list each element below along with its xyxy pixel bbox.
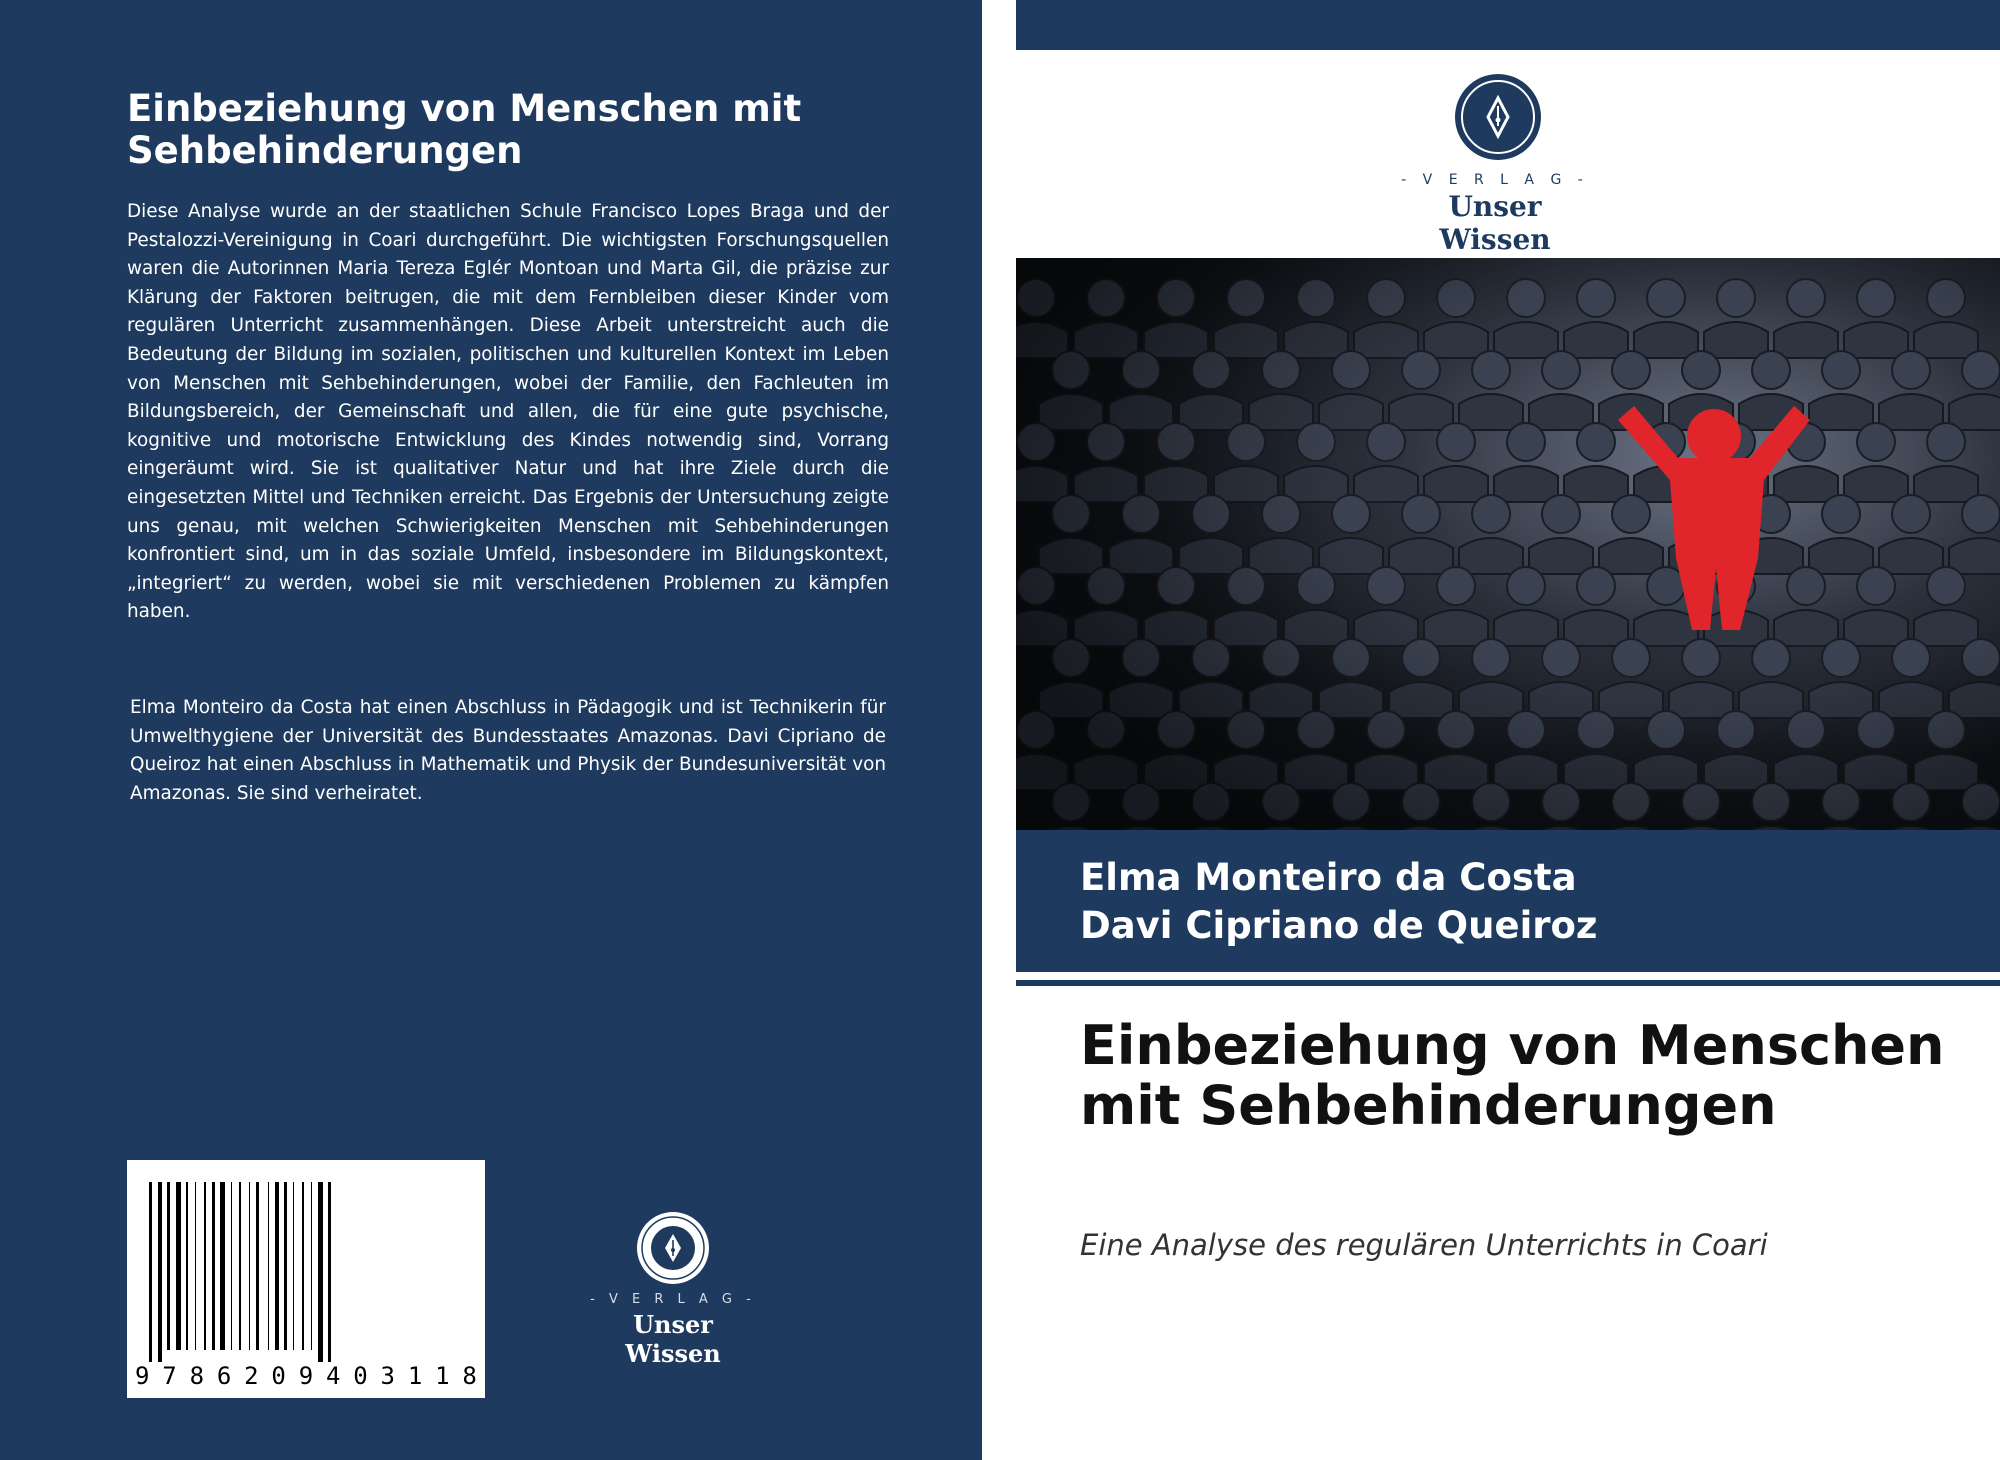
publisher-brand-name: Unser Wissen xyxy=(1439,190,1551,256)
spine-gap xyxy=(982,0,1016,1460)
isbn-digit: 1 xyxy=(435,1362,450,1390)
cover-illustration xyxy=(1016,258,2000,830)
isbn-digit: 3 xyxy=(380,1362,395,1390)
front-cover-top-bar xyxy=(1016,0,2000,50)
publisher-logo-front xyxy=(1390,72,1600,256)
author-band xyxy=(1016,830,2000,972)
isbn-digits xyxy=(135,1362,477,1390)
isbn-digit: 8 xyxy=(462,1362,477,1390)
isbn-digit: 2 xyxy=(244,1362,259,1390)
publisher-brand-name: Unser Wissen xyxy=(625,1310,721,1368)
book-subtitle: Eine Analyse des regulären Unterrichts in Coari xyxy=(1080,1228,1768,1262)
isbn-digit: 0 xyxy=(271,1362,286,1390)
book-title: Einbeziehung von Menschen mit Sehbehinderungen xyxy=(1080,1014,1945,1137)
isbn-digit: 4 xyxy=(325,1362,341,1390)
isbn-digit: 9 xyxy=(135,1362,150,1390)
back-cover xyxy=(0,0,982,1460)
isbn-digit: 0 xyxy=(353,1362,368,1390)
isbn-digit: 9 xyxy=(298,1362,314,1390)
publisher-seal-icon xyxy=(1453,72,1543,162)
isbn-digit: 8 xyxy=(189,1362,205,1390)
isbn-digit: 1 xyxy=(407,1362,423,1390)
publisher-verlag-label: - V E R L A G - xyxy=(1401,172,1589,188)
crowd-with-red-figure-icon xyxy=(1016,258,2000,830)
author-name: Elma Monteiro da Costa xyxy=(1080,856,1577,899)
publisher-logo-back xyxy=(586,1210,760,1368)
back-cover-title: Einbeziehung von Menschen mit Sehbehinderungen xyxy=(127,87,802,172)
back-cover-summary: Diese Analyse wurde an der staatlichen Schule Francisco Lopes Braga und der Pestalozzi-Vereinigung in Coari durchgeführt. Die wichtigsten Forschungsquellen waren die Autorinnen Maria Tereza Eglér Montoan und Marta Gil, die präzise zur Klärung der Faktoren beitrugen, die mit dem Fernbleiben dieser Kinder vom regulären Unterricht zusammenhängen. Diese Arbeit unterstreicht auch die Bedeutung der Bildung im sozialen, politischen und kulturellen Kontext im Leben von Menschen mit Sehbehinderungen, wobei der Familie, den Fachleuten im Bildungsbereich, der Gemeinschaft und allen, die für eine gute psychische, kognitive und motorische Entwicklung des Kindes notwendig sind, Vorrang eingeräumt wird. Sie ist qualitativer Natur und hat ihre Ziele durch die eingesetzten Mittel und Techniken erreicht. Das Ergebnis der Untersuchung zeigte uns genau, mit welchen Schwierigkeiten Menschen mit Sehbehinderungen konfrontiert sind, um in das soziale Umfeld, insbesondere im Bildungskontext, „integriert“ zu werden, wobei sie mit verschiedenen Problemen zu kämpfen haben. xyxy=(127,201,889,623)
author-name: Davi Cipriano de Queiroz xyxy=(1080,904,1598,947)
isbn-digit: 6 xyxy=(216,1362,232,1390)
publisher-seal-icon xyxy=(635,1210,711,1286)
front-cover-rule xyxy=(1016,980,2000,986)
author-bio: Elma Monteiro da Costa hat einen Abschluss in Pädagogik und ist Technikerin für Umwelthygiene der Universität des Bundesstaates Amazonas. Davi Cipriano de Queiroz hat einen Abschluss in Mathematik und Physik der Bundesuniversität von Amazonas. Sie sind verheiratet. xyxy=(130,697,886,804)
barcode-bars-icon xyxy=(127,1160,485,1365)
publisher-verlag-label: - V E R L A G - xyxy=(590,1292,756,1307)
isbn-digit: 7 xyxy=(162,1362,177,1390)
isbn-barcode xyxy=(127,1160,485,1398)
